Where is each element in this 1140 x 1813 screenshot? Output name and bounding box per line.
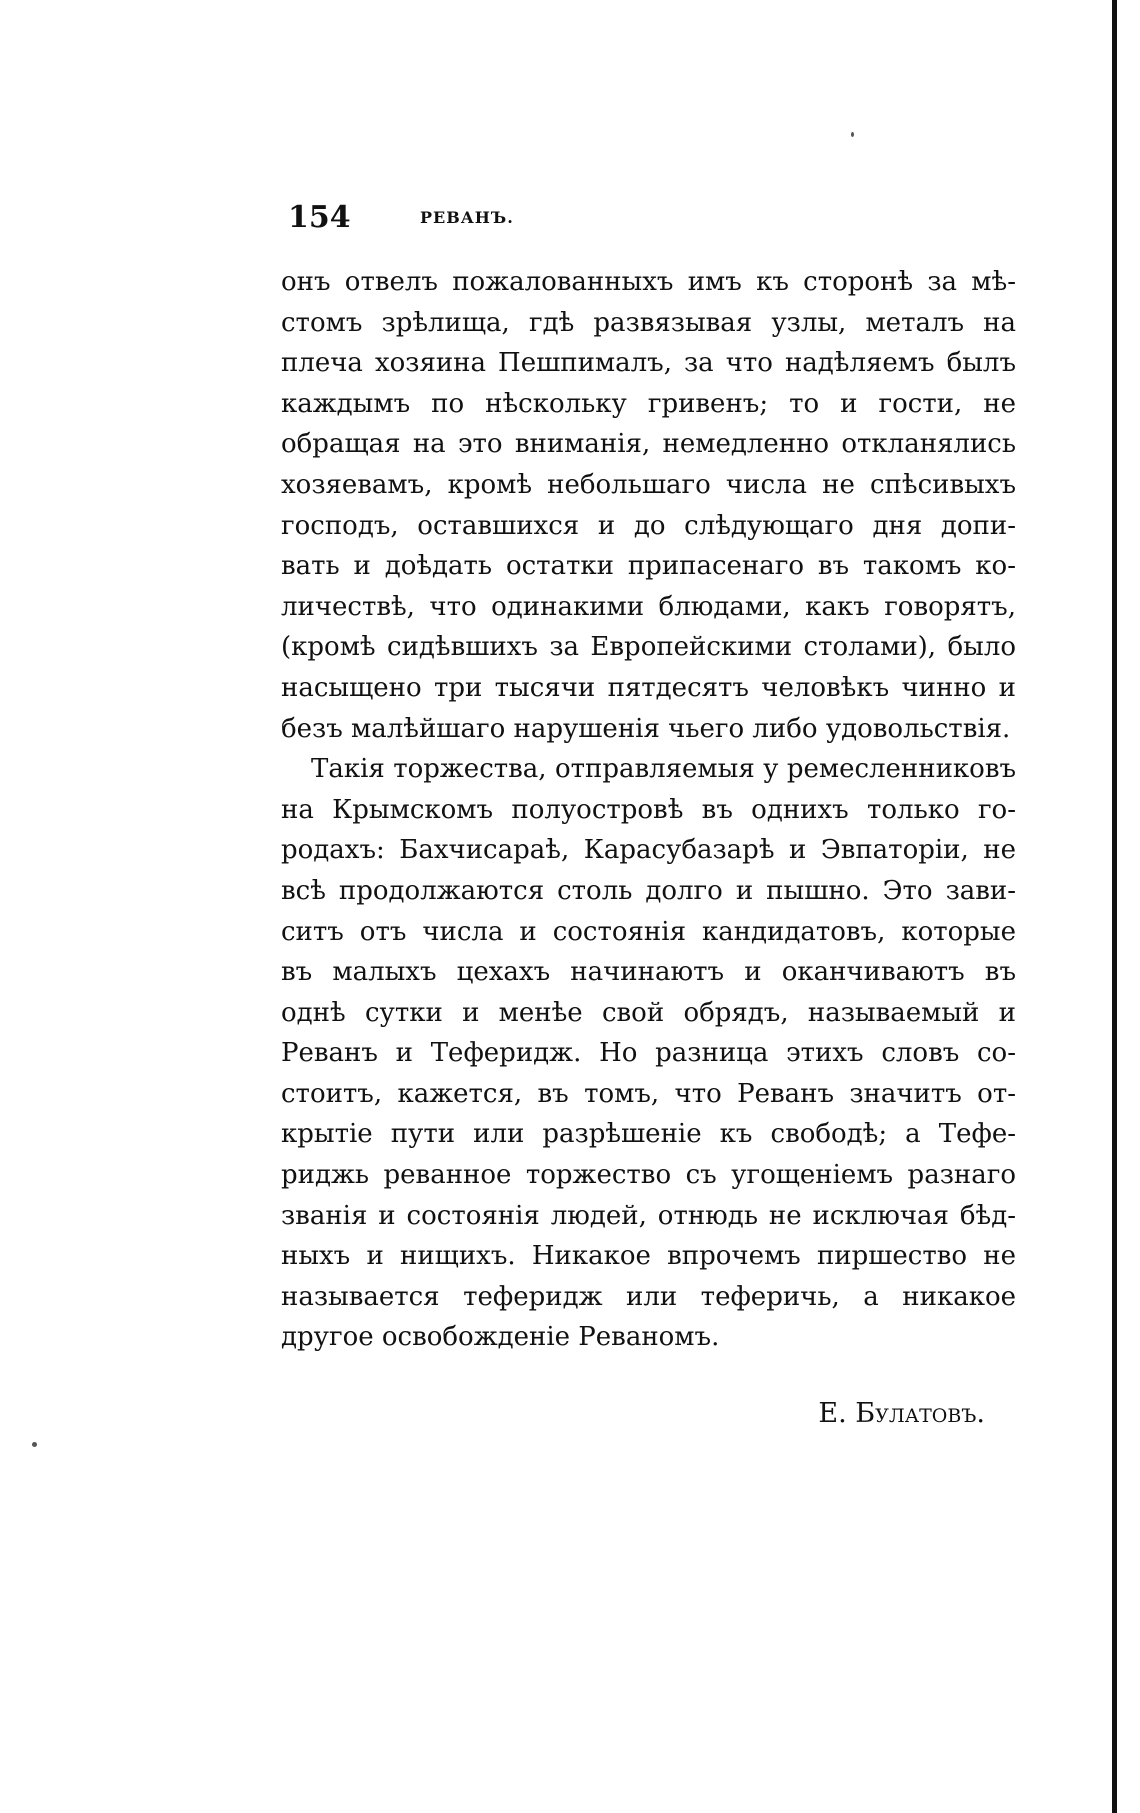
text-line: личествѣ, что одинакими блюдами, какъ говорятъ,	[281, 591, 1016, 622]
author-signature: Е. Булатовъ.	[818, 1398, 985, 1429]
page-edge	[1112, 0, 1117, 1813]
text-line: стомъ зрѣлища, гдѣ развязывая узлы, металъ на	[281, 307, 1016, 338]
text-line: хозяевамъ, кромѣ небольшаго числа не спѣсивыхъ	[281, 469, 1016, 500]
running-head: РЕВАНЪ.	[420, 208, 514, 227]
text-line: вать и доѣдать остатки припасенаго въ такомъ ко-	[281, 551, 1016, 582]
body-text	[281, 262, 1016, 1358]
text-line: насыщено три тысячи пятдесятъ человѣкъ чинно и	[281, 672, 1016, 703]
text-line: онъ отвелъ пожалованныхъ имъ къ сторонѣ за мѣ-	[281, 267, 1016, 297]
text-line: ныхъ и нищихъ. Никакое впрочемъ пиршество не	[281, 1241, 1016, 1272]
text-line: Такія торжества, отправляемыя у ремесленниковъ	[311, 754, 1016, 785]
text-line: званія и состоянія людей, отнюдь не исключая бѣд-	[281, 1200, 1016, 1231]
text-line: каждымъ по нѣскольку гривенъ; то и гости, не	[281, 388, 1016, 419]
text-line: называется теферидж или теферичь, а никакое	[281, 1281, 1016, 1312]
page-number: 154	[288, 200, 351, 235]
text-line: другое освобожденіе Реваномъ.	[281, 1322, 720, 1353]
text-line: всѣ продолжаются столь долго и пышно. Это зави-	[281, 875, 1016, 906]
scan-speck	[851, 132, 854, 137]
text-line: родахъ: Бахчисараѣ, Карасубазарѣ и Эвпаторіи, не	[281, 835, 1016, 866]
text-line: (кромѣ сидѣвшихъ за Европейскими столами), было	[281, 632, 1016, 663]
text-line: ситъ отъ числа и состоянія кандидатовъ, которые	[281, 916, 1016, 947]
text-line: риджь реванное торжество съ угощеніемъ разнаго	[281, 1160, 1016, 1191]
text-line: крытіе пути или разрѣшеніе къ свободѣ; а Тефе-	[281, 1119, 1016, 1150]
text-line: господъ, оставшихся и до слѣдующаго дня допи-	[281, 510, 1016, 541]
text-line: однѣ сутки и менѣе свой обрядъ, называемый и	[281, 997, 1016, 1028]
text-line: въ малыхъ цехахъ начинаютъ и оканчиваютъ въ	[281, 957, 1016, 988]
text-line: стоитъ, кажется, въ томъ, что Реванъ значитъ от-	[281, 1078, 1016, 1109]
scan-speck	[32, 1442, 37, 1447]
text-line: плеча хозяина Пешпималъ, за что надѣляемъ былъ	[281, 348, 1016, 379]
text-line: на Крымскомъ полуостровѣ въ однихъ только го-	[281, 794, 1016, 825]
text-line: обращая на это вниманія, немедленно откланялись	[281, 429, 1016, 460]
text-line: Реванъ и Теферидж. Но разница этихъ словъ со-	[281, 1038, 1016, 1069]
page-header	[288, 200, 718, 246]
text-line: безъ малѣйшаго нарушенія чьего либо удовольствія.	[281, 713, 1011, 744]
